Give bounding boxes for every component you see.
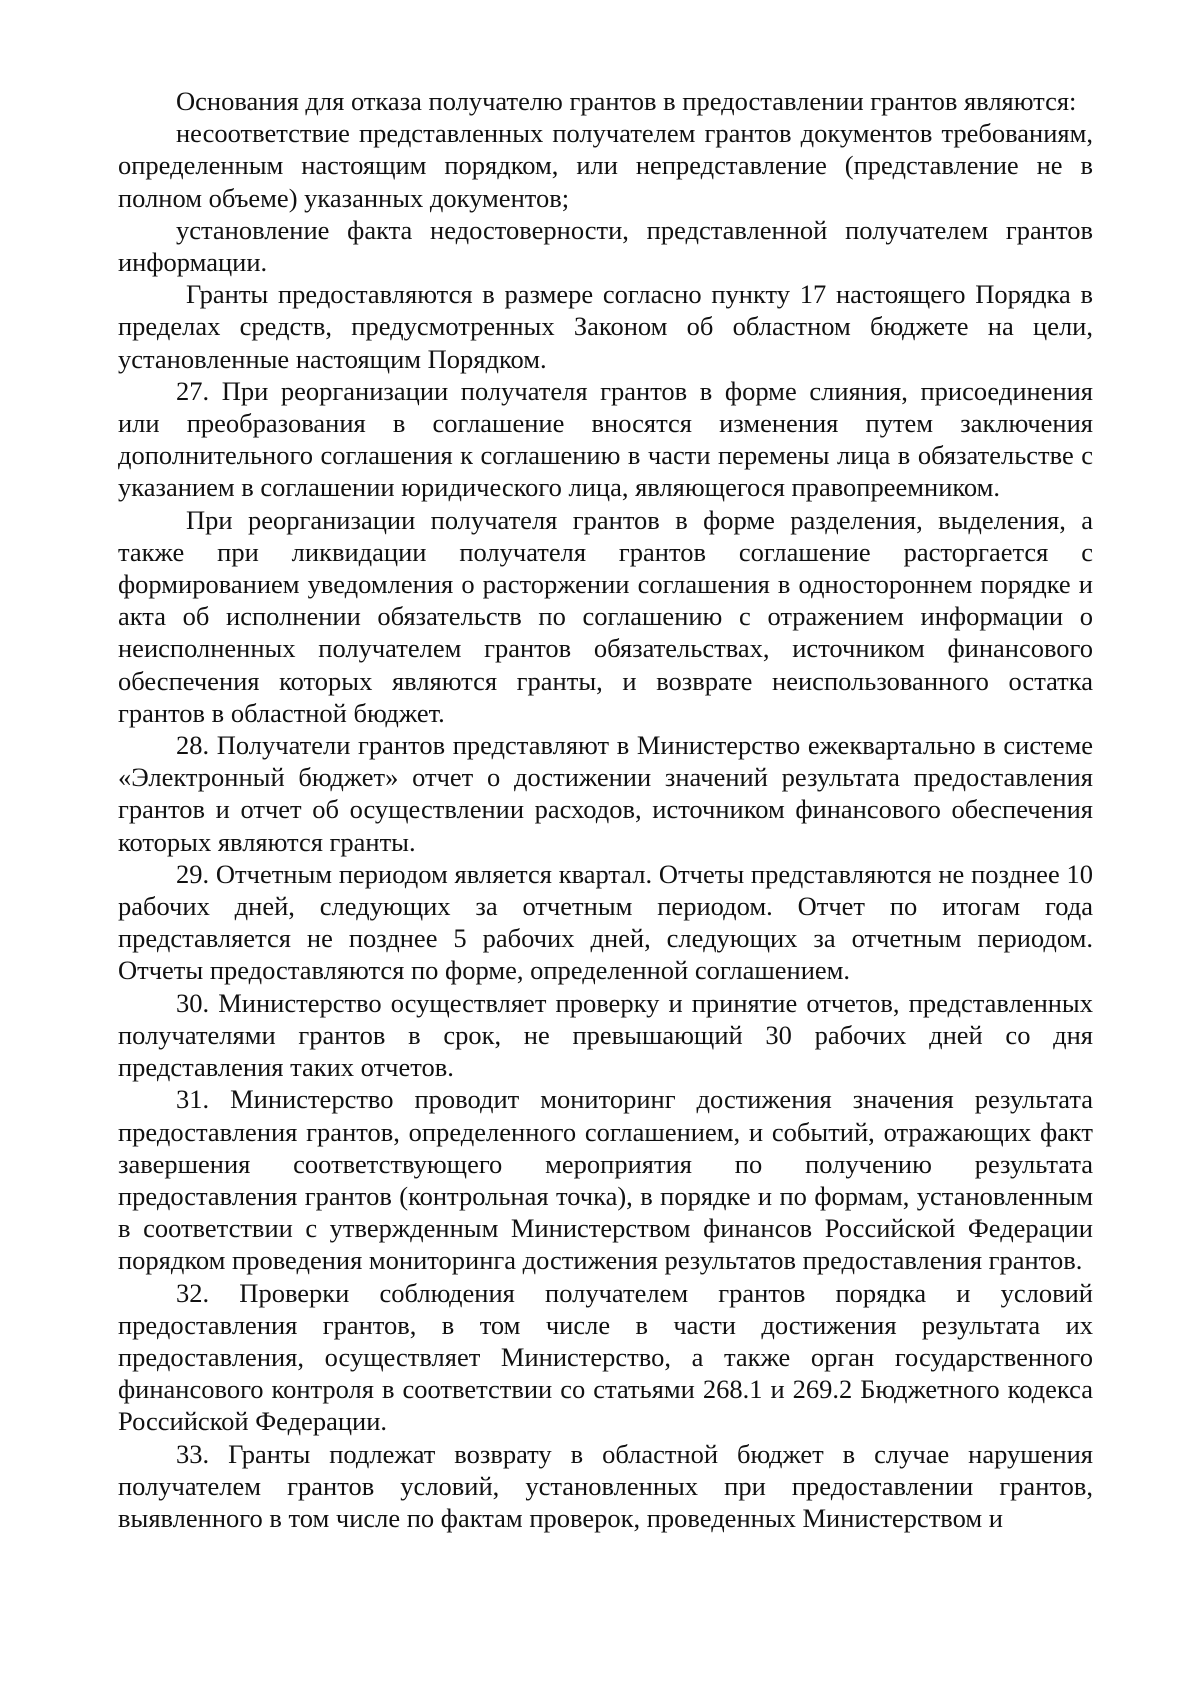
paragraph-document-mismatch: несоответствие представленных получателем грантов документов требованиям, определенным настоящим порядком, или непредставление (представление не в полном объеме) указанных документов; [118, 118, 1093, 213]
paragraph-item-27: 27. При реорганизации получателя грантов в форме слияния, присоединения или преобразования в соглашение вносятся изменения путем заключения дополнительного соглашения к соглашению в части перемены лица в обязательстве с указанием в соглашении юридического лица, являющегося правопреемником. [118, 375, 1093, 503]
paragraph-grant-amount: Гранты предоставляются в размере согласно пункту 17 настоящего Порядка в пределах средств, предусмотренных Законом об областном бюджете на цели, установленные настоящим Порядком. [118, 279, 1093, 374]
paragraph-item-28: 28. Получатели грантов представляют в Министерство ежеквартально в системе «Электронный бюджет» отчет о достижении значений результата предоставления грантов и отчет об осуществлении расходов, источником финансового обеспечения которых являются гранты. [118, 730, 1093, 857]
paragraph-item-30: 30. Министерство осуществляет проверку и принятие отчетов, представленных получателями грантов в срок, не превышающий 30 рабочих дней со дня представления таких отчетов. [118, 987, 1093, 1083]
paragraph-item-27-reorganization: При реорганизации получателя грантов в форме разделения, выделения, а также при ликвидации получателя грантов соглашение расторгается с формированием уведомления о расторжении соглашения в одностороннем порядке и акта об исполнении обязательств по соглашению с отражением информации о неисполненных получателем грантов обязательствах, источником финансового обеспечения которых являются гранты, и возврате неиспользованного остатка грантов в областной бюджет. [118, 504, 1093, 728]
paragraph-item-29: 29. Отчетным периодом является квартал. Отчеты представляются не позднее 10 рабочих дней, следующих за отчетным периодом. Отчет по итогам года представляется не позднее 5 рабочих дней, следующих за отчетным периодом. Отчеты предоставляются по форме, определенной соглашением. [118, 858, 1093, 986]
paragraph-refusal-grounds: Основания для отказа получателю грантов в предоставлении грантов являются: [176, 86, 1077, 116]
paragraph-item-32: 32. Проверки соблюдения получателем грантов порядка и условий предоставления грантов, в том числе в части достижения результата их предоставления, осуществляет Министерство, а также орган государственного финансового контроля в соответствии со статьями 268.1 и 269.2 Бюджетного кодекса Российской Федерации. [118, 1277, 1093, 1437]
paragraph-item-33: 33. Гранты подлежат возврату в областной бюджет в случае нарушения получателем грантов условий, установленных при предоставлении грантов, выявленного в том числе по фактам проверок, проведенных Министерством и [118, 1438, 1093, 1533]
document-page [118, 85, 1093, 1534]
paragraph-item-31: 31. Министерство проводит мониторинг достижения значения результата предоставления грантов, определенного соглашением, и событий, отражающих факт завершения соответствующего мероприятия по получению результата предоставления грантов (контрольная точка), в порядке и по формам, установленным в соответствии с утвержденным Министерством финансов Российской Федерации порядком проведения мониторинга достижения результатов предоставления грантов. [118, 1084, 1093, 1276]
paragraph-false-information: установление факта недостоверности, представленной получателем грантов информации. [118, 214, 1093, 278]
